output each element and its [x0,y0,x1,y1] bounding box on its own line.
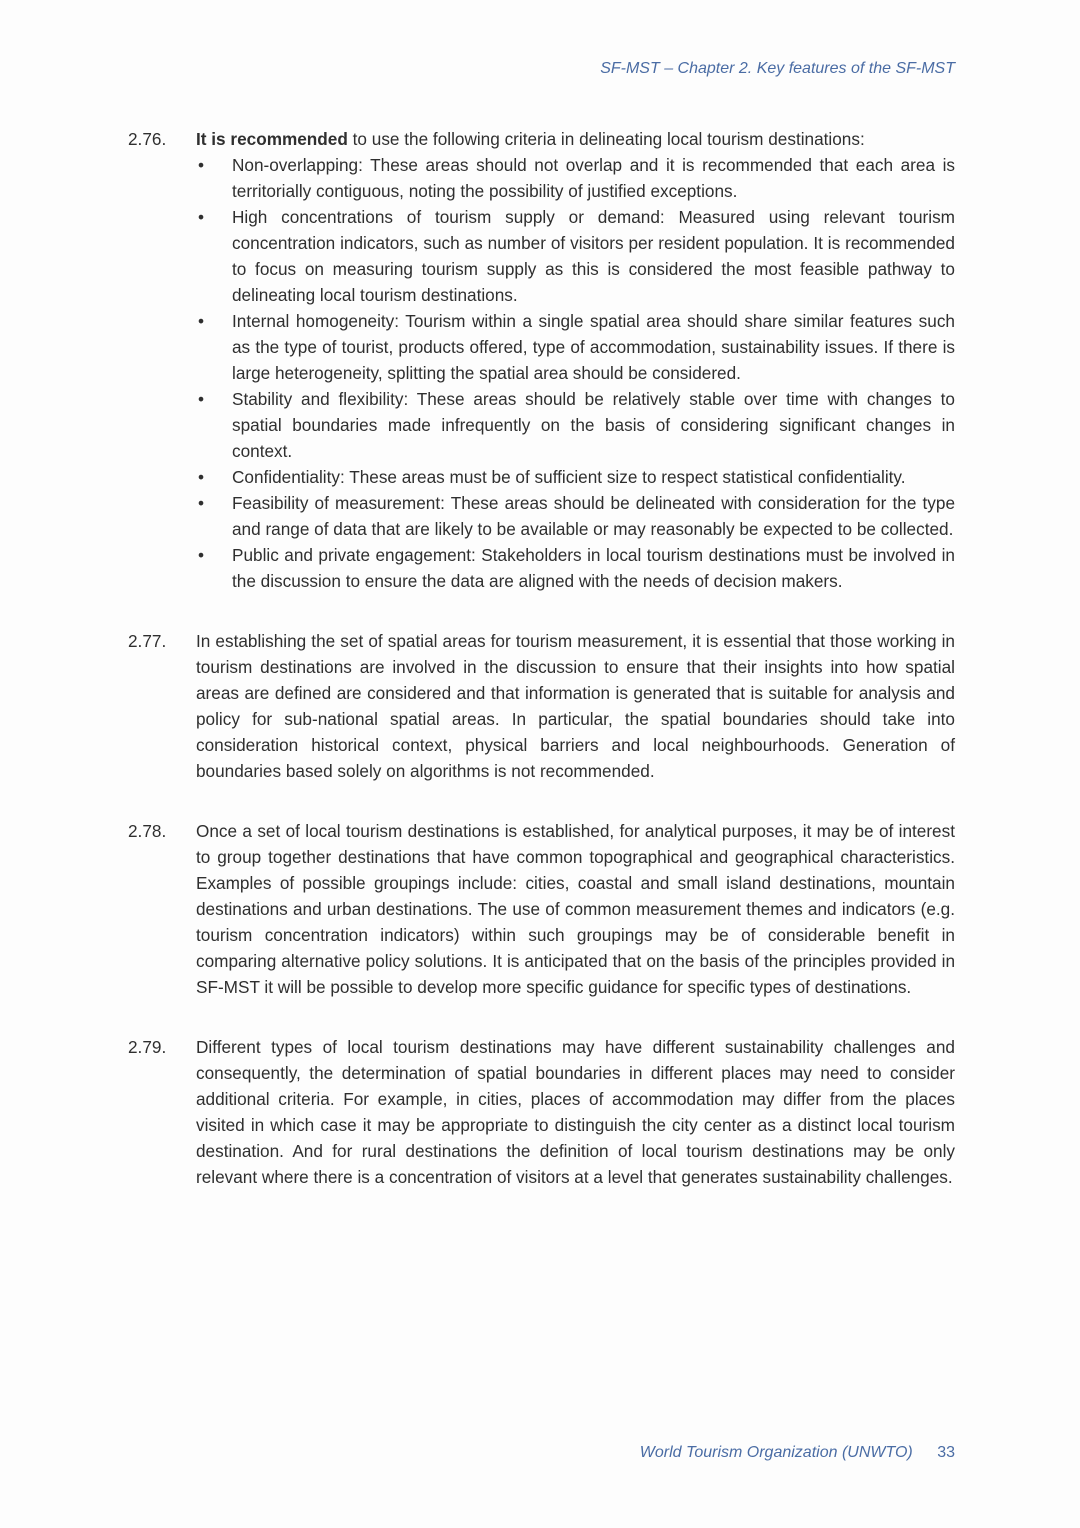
running-header [128,58,955,80]
paragraph-number: 2.78. [128,821,167,841]
list-item [196,386,955,464]
list-item [196,542,955,594]
page-content [128,126,955,1224]
paragraph-text: In establishing the set of spatial areas for tourism measurement, it is essential that those working in tourism destinations are involved in the discussion to ensure that their insights into how spatial areas are defined are considered and that information is generated that is suitable for analysis and policy for sub-national spatial areas. In particular, the spatial boundaries should take into consideration historical context, physical barriers and local neighbourhoods. Generation of boundaries based solely on algorithms is not recommended. [196,631,955,781]
paragraph-body [196,126,955,594]
paragraph-body [196,1034,955,1190]
paragraph-2-79 [128,1034,955,1190]
list-item [196,464,955,490]
bullet-icon: • [198,467,205,487]
paragraph-text: Different types of local tourism destinations may have different sustainability challenges and consequently, the determination of spatial boundaries in different places may need to consider additional criteria. For example, in cities, places of accommodation may differ from the places visited in which case it may be appropriate to distinguish the city center as a distinct local tourism destination. And for rural destinations the definition of local tourism destinations may be only relevant where there is a concentration of visitors at a level that generates sustainability challenges. [196,1037,955,1187]
footer-organization: World Tourism Organization (UNWTO) [639,1444,913,1461]
paragraph-text: Once a set of local tourism destinations is established, for analytical purposes, it may be of interest to group together destinations that have common topographical and geographical characteristics. Examples of possible groupings include: cities, coastal and small island destinations, mountain destinations and urban destinations. The use of common measurement themes and indicators (e.g. tourism concentration indicators) within such groupings may be of considerable benefit in comparing alternative policy solutions. It is anticipated that on the basis of the principles provided in SF-MST it will be possible to develop more specific guidance for specific types of destinations. [196,821,955,997]
paragraph-2-76 [128,126,955,594]
list-item [196,152,955,204]
bullet-text: Stability and flexibility: These areas should be relatively stable over time with changes to spatial boundaries made infrequently on the basis of considering significant changes in context. [232,389,955,461]
bullet-text: Confidentiality: These areas must be of sufficient size to respect statistical confidentiality. [232,467,906,487]
bullet-text: Feasibility of measurement: These areas should be delineated with consideration for the type and range of data that are likely to be available or may reasonably be expected to be collected. [232,493,955,539]
bullet-icon: • [198,493,205,513]
bullet-text: Public and private engagement: Stakeholders in local tourism destinations must be involved in the discussion to ensure the data are aligned with the needs of decision makers. [232,545,955,591]
bullet-text: Non-overlapping: These areas should not overlap and it is recommended that each area is territorially contiguous, noting the possibility of justified exceptions. [232,155,955,201]
footer-page-number: 33 [937,1444,955,1461]
paragraph-lead [196,126,955,152]
bullet-text: High concentrations of tourism supply or demand: Measured using relevant tourism concentration indicators, such as number of visitors per resident population. It is recommended to focus on measuring tourism supply as this is considered the most feasible pathway to delineating local tourism destinations. [232,207,955,305]
list-item [196,308,955,386]
criteria-bullet-list [196,152,955,594]
paragraph-2-78 [128,818,955,1000]
running-header-title: SF-MST – Chapter 2. Key features of the SF-MST [600,60,955,77]
bullet-text: Internal homogeneity: Tourism within a single spatial area should share similar features such as the type of tourist, products offered, type of accommodation, sustainability issues. If there is large heterogeneity, splitting the spatial area should be considered. [232,311,955,383]
paragraph-body [196,818,955,1000]
lead-rest-text: to use the following criteria in delineating local tourism destinations: [347,129,865,149]
bullet-icon: • [198,155,205,175]
page-footer [128,1444,955,1462]
bullet-icon: • [198,389,205,409]
list-item [196,204,955,308]
lead-bold-text: It is recommended [196,129,348,149]
bullet-icon: • [198,311,205,331]
paragraph-body [196,628,955,784]
paragraph-number: 2.77. [128,631,167,651]
list-item [196,490,955,542]
paragraph-number: 2.76. [128,129,167,149]
bullet-icon: • [198,545,205,565]
paragraph-number: 2.79. [128,1037,167,1057]
paragraph-2-77 [128,628,955,784]
bullet-icon: • [198,207,205,227]
